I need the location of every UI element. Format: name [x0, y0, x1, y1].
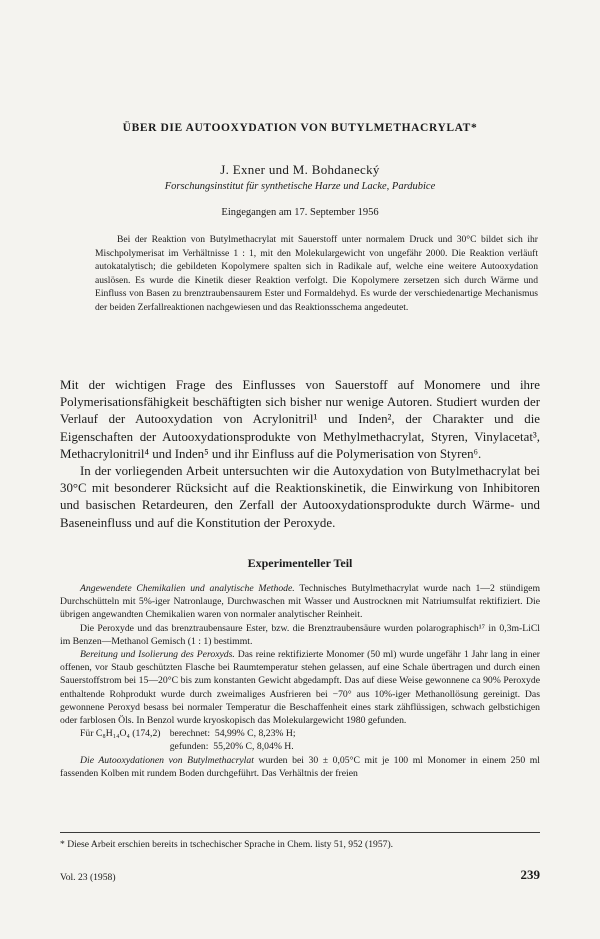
paragraph-lead: Die Autooxydationen von Butylmethacrylat: [80, 754, 254, 766]
formula-label: Für C₈H₁₄O₄ (174,2): [80, 728, 161, 740]
paragraph-lead: Angewendete Chemikalien und analytische Methode.: [80, 583, 295, 594]
experimental-body: [60, 582, 540, 780]
body-paragraph-chemicals: [60, 582, 540, 622]
footnote-divider: [60, 832, 540, 833]
formula-value: berechnet: 54,99% C, 8,23% H;: [169, 728, 296, 740]
paragraph-text: Das reine rektifizierte Monomer (50 ml) wurde ungefähr 1 Jahr lang in einer offenen, vor Staub geschützten Flasche bei Raumtemperatur stehen gelassen, auf eine Schale übertragen und durch einen Sauerstoffstrom bei 15—20°C bis zum konstanten Gewicht abgedampft. Das auf diese Weise gewonnene ca 90% Peroxyde enthaltende Rohprodukt wurde durch zweimaliges Ausfrieren bei −70° aus 10%-iger Methanollösung gereinigt. Das gewonnene Peroxyd besass bei normaler Temperatur die Beschaffenheit eines stark zähflüssigen, schwach gelbstichigen oder farblosen Öls. In Benzol wurde kryoskopisch das Molekulargewicht 1980 gefunden.: [60, 649, 540, 727]
body-paragraph-autooxidation: [60, 754, 540, 780]
formula-value: gefunden: 55,20% C, 8,04% H.: [169, 741, 294, 753]
elemental-analysis-line-2: [80, 740, 540, 753]
intro-paragraph-2: In der vorliegenden Arbeit untersuchten wir die Autoxydation von Butylmethacrylat bei 30°C mit besonderer Rücksicht auf die Reaktionskinetik, die Einwirkung von Inhibitoren und basischen Retardeuren, den Zerfall der Autooxydationsprodukte durch Wärme- und Baseneinfluss und auf die Konstitution der Peroxyde.: [60, 464, 540, 530]
body-paragraph-polarography: [60, 622, 540, 648]
abstract: Bei der Reaktion von Butylmethacrylat mit Sauerstoff unter normalem Druck und 30°C bildet sich ihr Mischpolymerisat im Verhältnisse 1 : 1, mit den Molekulargewicht von ungefähr 2000. Die Reaktion verläuft autokatalytisch; die gebildeten Kopolymere spalten sich in Radikale auf, welche eine weitere Autooxydation auslösen. Es wurde die Kinetik dieser Reaktion verfolgt. Die Kopolymere zersetzen sich durch Wärme und Einfluss von Basen zu brenztraubensaurem Ester und Formaldehyd. Es wurde der verschiedenartige Mechanismus der beiden Zerfallreaktionen nachgewiesen und das Reaktionsschema angedeutet.: [95, 234, 538, 313]
article-title: ÜBER DIE AUTOOXYDATION VON BUTYLMETHACRYLAT*: [122, 122, 478, 134]
received-date: Eingegangen am 17. September 1956: [221, 207, 379, 218]
elemental-analysis-line-1: [80, 727, 540, 740]
intro-paragraph-1: Mit der wichtigen Frage des Einflusses von Sauerstoff auf Monomere und ihre Polymerisationsfähigkeit beschäftigten sich bisher nur wenige Autoren. Studiert wurden der Verlauf der Autooxydation von Acrylonitril¹ und Inden², der Charakter und die Eigenschaften der Autooxydationsprodukte von Methylmethacrylat, Styren, Vinylacetat³, Methacrylonitril⁴ und Inden⁵ und ihr Einfluss auf die Polymerisation von Styren⁶.: [60, 378, 540, 461]
affiliation: Forschungsinstitut für synthetische Harze und Lacke, Pardubice: [164, 181, 436, 192]
paragraph-text: wurden bei 30 ± 0,05°C mit je 100 ml Monomer in einem 250 ml fassenden Kolben mit rundem Boden durchgeführt. Das Verhältnis der freien: [60, 754, 540, 779]
footnote: * Diese Arbeit erschien bereits in tschechischer Sprache in Chem. listy 51, 952 (1957).: [60, 839, 394, 850]
paragraph-lead: Bereitung und Isolierung des Peroxyds.: [80, 649, 235, 661]
page-number: 239: [520, 867, 540, 882]
authors: J. Exner und M. Bohdanecký: [220, 162, 380, 177]
paragraph-text: Die Peroxyde und das brenztraubensaure Ester, bzw. die Brenztraubensäure wurden polarographisch¹⁷ in 0,3m-LiCl im Benzen—Methanol Gemisch (1 : 1) bestimmt.: [60, 622, 540, 647]
volume-info: Vol. 23 (1958): [60, 872, 116, 883]
paragraph-text: Technisches Butylmethacrylat wurde nach 1—2 stündigem Durchschütteln mit 5%-iger Natronlauge, Durchwaschen mit Wasser und Austrocknen mit Natriumsulfat rektifiziert. Die übrigen angewandten Chemikalien waren von normaler analytischer Reinheit.: [60, 583, 540, 621]
body-paragraph-preparation: [60, 648, 540, 727]
section-heading: Experimenteller Teil: [247, 556, 353, 570]
introduction: [60, 377, 540, 532]
